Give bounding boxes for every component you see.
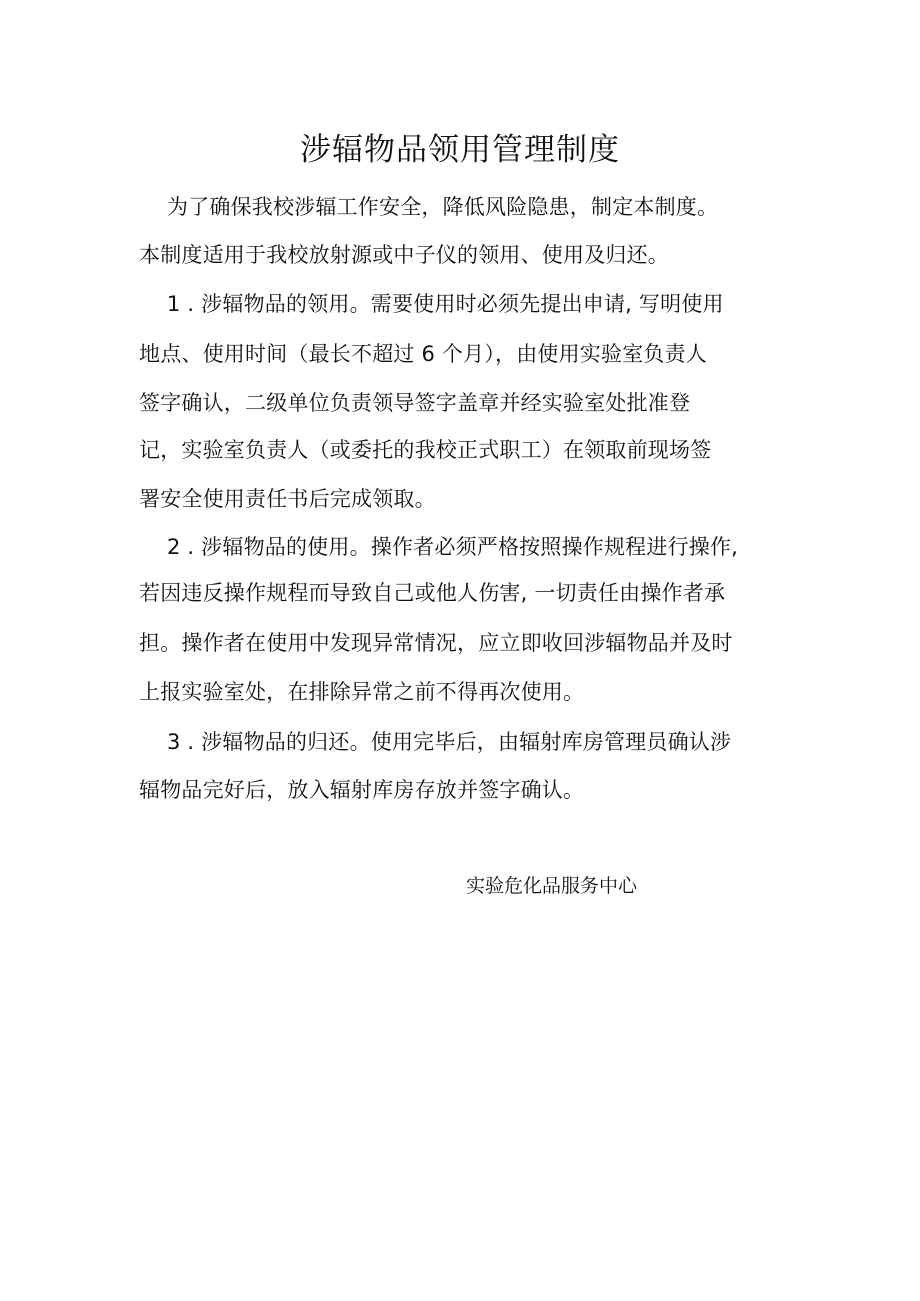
- clause-1-line-5: 署安全使用责任书后完成领取。: [139, 487, 436, 511]
- signature-department: 实验危化品服务中心: [466, 875, 638, 897]
- clause-2-line-3: 担。操作者在使用中发现异常情况，应立即收回涉辐物品并及时: [139, 631, 733, 655]
- clause-3-line-2: 辐物品完好后，放入辐射库房存放并签字确认。: [139, 778, 585, 802]
- clause-2-line-1: 2 . 涉辐物品的使用。操作者必须严格按照操作规程进行操作,: [167, 535, 739, 559]
- clause-2-line-4: 上报实验室处，在排除异常之前不得再次使用。: [139, 680, 585, 704]
- clause-1-line-1: 1 . 涉辐物品的领用。需要使用时必须先提出申请, 写明使用: [167, 292, 724, 316]
- clause-2-line-2: 若因违反操作规程而导致自己或他人伤害, 一切责任由操作者承: [139, 581, 726, 605]
- clause-1-line-2: 地点、使用时间（最长不超过 6 个月），由使用实验室负责人: [139, 342, 708, 366]
- clause-1-line-4: 记，实验室负责人（或委托的我校正式职工）在领取前现场签: [139, 438, 712, 462]
- clause-3-line-1: 3 . 涉辐物品的归还。使用完毕后，由辐射库房管理员确认涉: [167, 730, 732, 754]
- document-title: 涉辐物品领用管理制度: [300, 132, 620, 168]
- intro-line-2: 本制度适用于我校放射源或中子仪的领用、使用及归还。: [139, 243, 669, 267]
- clause-1-line-3: 签字确认，二级单位负责领导签字盖章并经实验室处批准登: [139, 391, 691, 415]
- intro-line-1: 为了确保我校涉辐工作安全，降低风险隐患，制定本制度。: [167, 195, 719, 219]
